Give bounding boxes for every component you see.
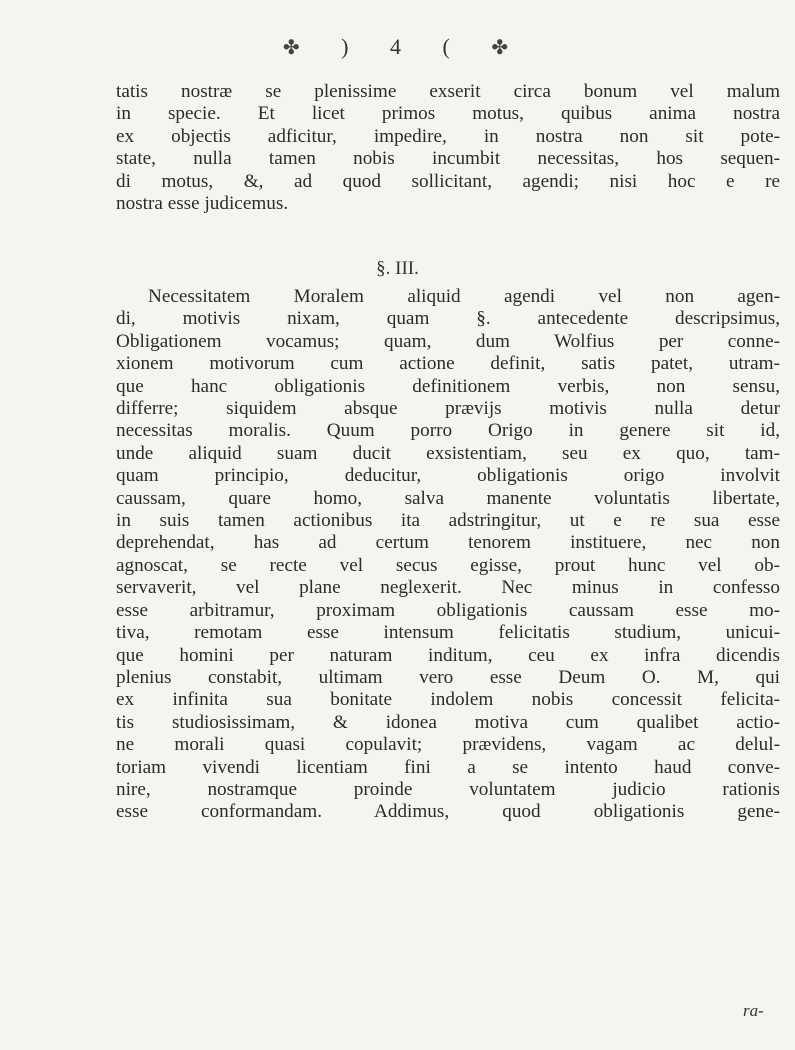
text-line: di motus, &, ad quod sollicitant, agendi; nisi hoc e re (116, 170, 780, 192)
text-line: nostra esse judicemus. (116, 193, 289, 215)
text-line: tiva, remotam esse intensum felicitatis studium, unicui- (116, 622, 780, 644)
catchword: ra- (743, 1001, 764, 1020)
text-line: deprehendat, has ad certum tenorem instituere, nec non (116, 532, 780, 554)
text-line: Necessitatem Moralem aliquid agendi vel non agen- (148, 286, 780, 307)
right-ornament-icon: ✤ (491, 37, 513, 59)
left-ornament-icon: ✤ (282, 37, 304, 59)
text-line: in specie. Et licet primos motus, quibus anima nostra (116, 103, 780, 125)
text-line: xionem motivorum cum actione definit, satis patet, utram- (116, 353, 780, 375)
text-line: esse conformandam. Addimus, quod obligationis gene- (116, 801, 780, 823)
text-line: in suis tamen actionibus ita adstringitur, ut e re sua esse (116, 510, 780, 532)
text-line: necessitas moralis. Quum porro Origo in genere sit id, (116, 420, 780, 442)
text-line: Obligationem vocamus; quam, dum Wolfius per conne- (116, 330, 780, 352)
text-line: esse arbitramur, proximam obligationis caussam esse mo- (116, 599, 780, 621)
text-line: ex infinita sua bonitate indolem nobis concessit felicita- (116, 689, 780, 711)
text-line: toriam vivendi licentiam fini a se intento haud conve- (116, 756, 780, 778)
text-line: plenius constabit, ultimam vero esse Deum O. M, qui (116, 666, 780, 688)
text-line: state, nulla tamen nobis incumbit necessitas, hos sequen- (116, 148, 780, 170)
text-line: quam principio, deducitur, obligationis origo involvit (116, 465, 780, 487)
text-line: servaverit, vel plane neglexerit. Nec minus in confesso (116, 577, 780, 599)
text-line: que homini per naturam inditum, ceu ex infra dicendis (116, 644, 780, 666)
text-line: agnoscat, se recte vel secus egisse, prout hunc vel ob- (116, 554, 780, 576)
paragraph-2 (116, 286, 780, 824)
text-line: di, motivis nixam, quam §. antecedente descripsimus, (116, 308, 780, 330)
text-line: ex objectis adficitur, impedire, in nostra non sit pote- (116, 125, 780, 147)
text-line: unde aliquid suam ducit exsistentiam, seu ex quo, tam- (116, 442, 780, 464)
text-line: differre; siquidem absque prævijs motivis nulla detur (116, 398, 780, 420)
text-line: tatis nostræ se plenissime exserit circa bonum vel malum (116, 81, 780, 102)
section-heading: §. III. (376, 258, 419, 279)
text-line: ne morali quasi copulavit; prævidens, vagam ac delul- (116, 734, 780, 756)
header-paren-left: ) (341, 34, 353, 59)
text-line: tis studiosissimam, & idonea motiva cum qualibet actio- (116, 711, 780, 733)
page-number: 4 (390, 34, 405, 59)
text-line: nire, nostramque proinde voluntatem judicio rationis (116, 778, 780, 800)
text-line: que hanc obligationis definitionem verbis, non sensu, (116, 375, 780, 397)
page-header (0, 34, 795, 60)
header-paren-right: ( (442, 34, 454, 59)
text-line: caussam, quare homo, salva manente voluntatis libertate, (116, 487, 780, 509)
paragraph-1 (116, 81, 780, 215)
